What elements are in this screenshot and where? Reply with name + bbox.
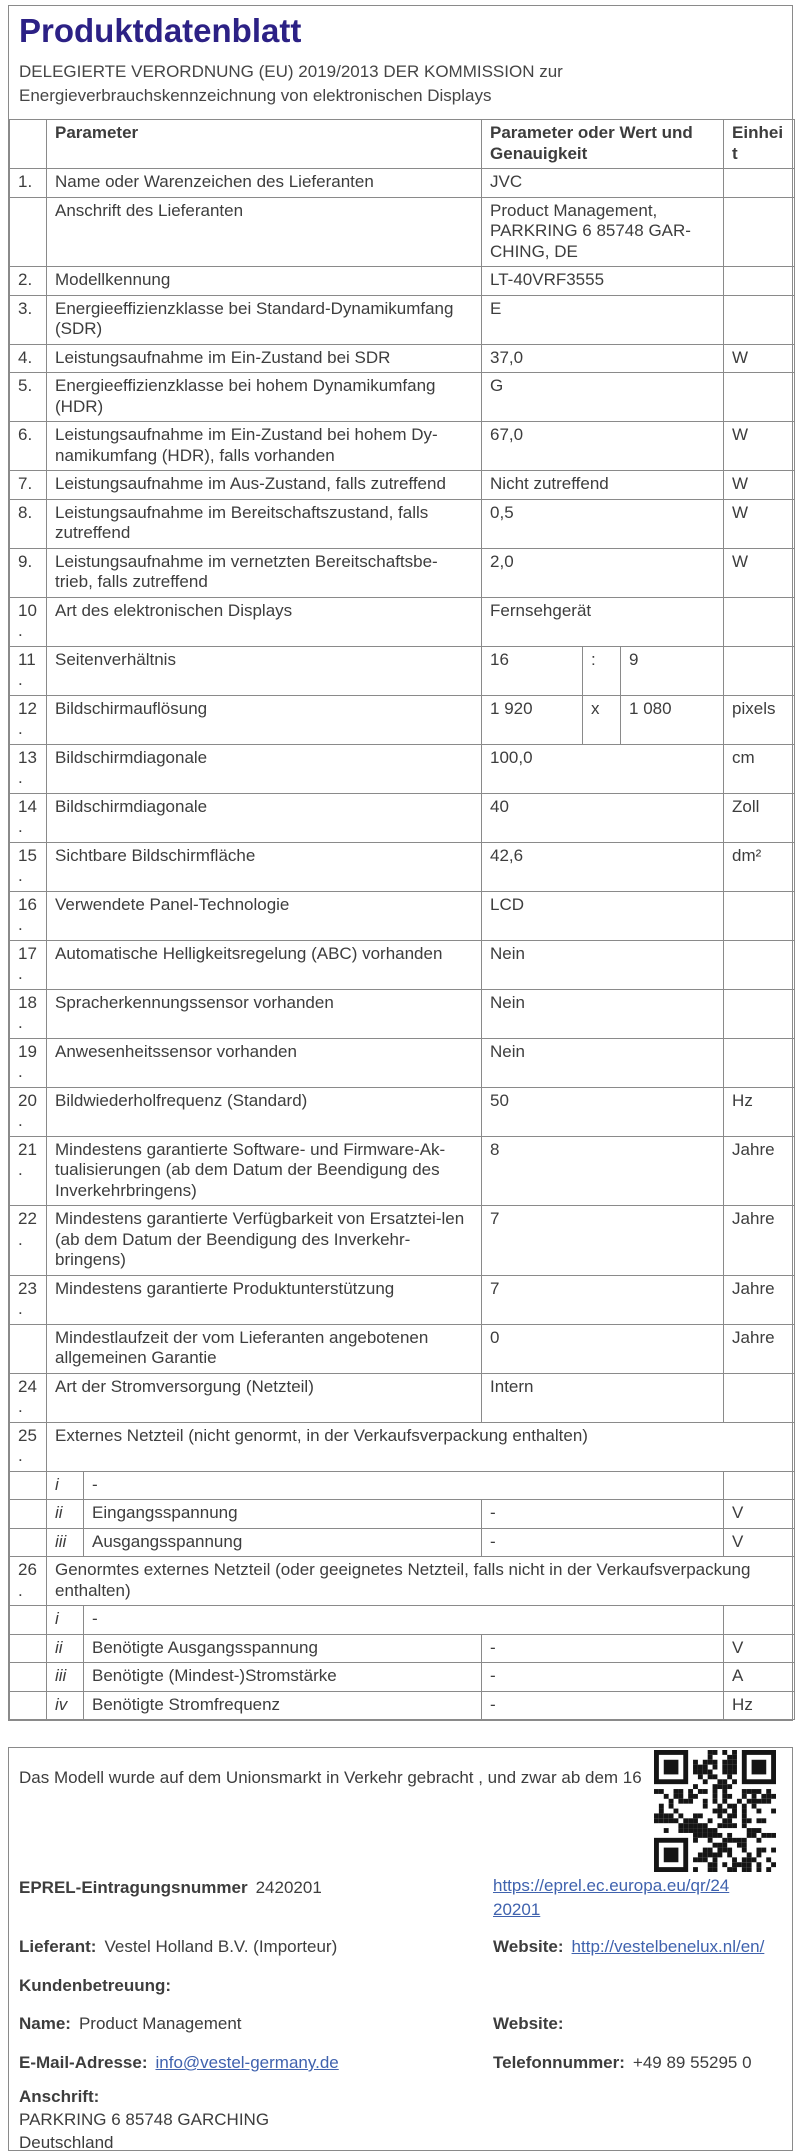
parameter-cell: Name oder Warenzeichen des Lieferanten xyxy=(47,169,482,198)
table-row xyxy=(10,471,795,500)
table-row xyxy=(10,1471,795,1500)
value-cell: 50 xyxy=(482,1087,724,1136)
parameter-cell: Verwendete Panel-Technologie xyxy=(47,891,482,940)
row-number-cell: 21. xyxy=(10,1136,47,1206)
regulation-subtitle-line1: DELEGIERTE VERORDNUNG (EU) 2019/2013 DER KOMMISSION zur xyxy=(19,62,563,81)
header-unit-cell: Einheit xyxy=(724,120,795,169)
row-number-cell: 10. xyxy=(10,597,47,646)
value-cell: 8 xyxy=(482,1136,724,1206)
table-row xyxy=(10,1528,795,1557)
address-label: Anschrift: xyxy=(19,2087,100,2106)
parameter-cell: Leistungsaufnahme im Ein-Zustand bei SDR xyxy=(47,344,482,373)
website-link[interactable]: http://vestelbenelux.nl/en/ xyxy=(571,1937,765,1956)
unit-cell: Hz xyxy=(724,1691,795,1720)
roman-numeral-cell: ii xyxy=(47,1634,84,1663)
table-row xyxy=(10,169,795,198)
table-row xyxy=(10,1087,795,1136)
value-cell: 100,0 xyxy=(482,744,724,793)
value-cell: JVC xyxy=(482,169,724,198)
phone-label: Telefonnummer: xyxy=(493,2053,625,2072)
unit-cell xyxy=(724,940,795,989)
value-cell: 0 xyxy=(482,1324,724,1373)
value-cell: Nein xyxy=(482,989,724,1038)
row-number-cell xyxy=(10,1691,47,1720)
row-number-cell xyxy=(10,197,47,267)
row-number-cell: 22. xyxy=(10,1206,47,1276)
eprel-qr-link-line2: 20201 xyxy=(493,1900,541,1919)
table-row xyxy=(10,1373,795,1422)
ratio-b-cell: 1 080 xyxy=(621,695,724,744)
title-section xyxy=(9,6,792,119)
value-cell: E xyxy=(482,295,724,344)
parameter-cell: Energieeffizienzklasse bei Standard-Dynamikumfang (SDR) xyxy=(47,295,482,344)
value-cell: 0,5 xyxy=(482,499,724,548)
table-row xyxy=(10,373,795,422)
footer-box xyxy=(8,1747,793,2151)
table-row xyxy=(10,499,795,548)
table-row xyxy=(10,295,795,344)
row-number-cell: 25. xyxy=(10,1422,47,1471)
unit-cell: dm² xyxy=(724,842,795,891)
row-number-cell: 14. xyxy=(10,793,47,842)
value-cell: 67,0 xyxy=(482,422,724,471)
unit-cell: W xyxy=(724,422,795,471)
parameter-cell: Mindestens garantierte Verfügbarkeit von Ersatztei-len (ab dem Datum der Beendigung des Inverkehr-bringens) xyxy=(47,1206,482,1276)
ratio-sep-cell: : xyxy=(583,646,621,695)
unit-cell xyxy=(724,1606,795,1635)
parameter-cell: Bildschirmdiagonale xyxy=(47,793,482,842)
website-row xyxy=(493,1935,764,1959)
unit-cell xyxy=(724,1471,795,1500)
ratio-a-cell: 16 xyxy=(482,646,583,695)
parameter-cell: Mindestlaufzeit der vom Lieferanten angebotenen allgemeinen Garantie xyxy=(47,1324,482,1373)
parameter-cell: Bildschirmauflösung xyxy=(47,695,482,744)
row-number-cell: 6. xyxy=(10,422,47,471)
table-row xyxy=(10,1324,795,1373)
value-cell: 7 xyxy=(482,1206,724,1276)
value-cell: G xyxy=(482,373,724,422)
parameter-cell: Genormtes externes Netzteil (oder geeignetes Netzteil, falls nicht in der Verkaufsverpackung enthalten) xyxy=(47,1557,795,1606)
value-cell: - xyxy=(482,1691,724,1720)
value-cell: - xyxy=(482,1500,724,1529)
header-number-cell xyxy=(10,120,47,169)
table-row xyxy=(10,597,795,646)
unit-cell: A xyxy=(724,1663,795,1692)
email-link[interactable]: info@vestel-germany.de xyxy=(155,2053,339,2072)
parameter-cell: Modellkennung xyxy=(47,267,482,296)
unit-cell: Jahre xyxy=(724,1136,795,1206)
parameter-cell: Benötigte (Mindest-)Stromstärke xyxy=(84,1663,482,1692)
row-number-cell: 26. xyxy=(10,1557,47,1606)
value-cell: - xyxy=(84,1606,724,1635)
ratio-sep-cell: x xyxy=(583,695,621,744)
parameter-cell: Eingangsspannung xyxy=(84,1500,482,1529)
eprel-qr-link[interactable] xyxy=(493,1874,729,1922)
table-row xyxy=(10,1422,795,1471)
table-row xyxy=(10,891,795,940)
unit-cell xyxy=(724,891,795,940)
regulation-subtitle xyxy=(19,60,782,108)
unit-cell xyxy=(724,597,795,646)
roman-numeral-cell: iii xyxy=(47,1663,84,1692)
contact-name-row xyxy=(19,2012,242,2036)
parameter-cell: Anschrift des Lieferanten xyxy=(47,197,482,267)
row-number-cell: 3. xyxy=(10,295,47,344)
parameter-cell: Leistungsaufnahme im Ein-Zustand bei hohem Dy-namikumfang (HDR), falls vorhanden xyxy=(47,422,482,471)
row-number-cell: 17. xyxy=(10,940,47,989)
parameter-cell: Mindestens garantierte Software- und Firmware-Ak-tualisierungen (ab dem Datum der Beendigung des Inverkehrbringens) xyxy=(47,1136,482,1206)
unit-cell: W xyxy=(724,548,795,597)
row-number-cell: 5. xyxy=(10,373,47,422)
table-row xyxy=(10,744,795,793)
table-row xyxy=(10,1136,795,1206)
unit-cell: Jahre xyxy=(724,1324,795,1373)
phone-row xyxy=(493,2051,752,2075)
qr-code xyxy=(654,1750,776,1872)
row-number-cell: 19. xyxy=(10,1038,47,1087)
value-cell: - xyxy=(84,1471,724,1500)
row-number-cell: 23. xyxy=(10,1275,47,1324)
table-header-row xyxy=(10,120,795,169)
row-number-cell xyxy=(10,1606,47,1635)
ratio-b-cell: 9 xyxy=(621,646,724,695)
unit-cell: V xyxy=(724,1528,795,1557)
address-line1: PARKRING 6 85748 GARCHING xyxy=(19,2110,270,2129)
parameter-cell: Bildschirmdiagonale xyxy=(47,744,482,793)
roman-numeral-cell: ii xyxy=(47,1500,84,1529)
eprel-row xyxy=(19,1876,322,1900)
value-cell: LT-40VRF3555 xyxy=(482,267,724,296)
parameter-cell: Automatische Helligkeitsregelung (ABC) vorhanden xyxy=(47,940,482,989)
unit-cell xyxy=(724,373,795,422)
unit-cell: W xyxy=(724,471,795,500)
table-row xyxy=(10,1206,795,1276)
table-row xyxy=(10,1275,795,1324)
address-lines xyxy=(19,2108,269,2154)
value-cell: 40 xyxy=(482,793,724,842)
header-value-cell: Parameter oder Wert und Genauigkeit xyxy=(482,120,724,169)
row-number-cell: 2. xyxy=(10,267,47,296)
main-box xyxy=(8,5,793,1721)
parameter-cell: Seitenverhältnis xyxy=(47,646,482,695)
parameter-cell: Externes Netzteil (nicht genormt, in der Verkaufsverpackung enthalten) xyxy=(47,1422,795,1471)
row-number-cell xyxy=(10,1500,47,1529)
value-cell: - xyxy=(482,1634,724,1663)
value-cell: 42,6 xyxy=(482,842,724,891)
roman-numeral-cell: i xyxy=(47,1471,84,1500)
parameter-cell: Benötigte Ausgangsspannung xyxy=(84,1634,482,1663)
unit-cell: Jahre xyxy=(724,1206,795,1276)
parameter-cell: Leistungsaufnahme im Bereitschaftszustand, falls zutreffend xyxy=(47,499,482,548)
value-cell: 7 xyxy=(482,1275,724,1324)
table-row xyxy=(10,1500,795,1529)
roman-numeral-cell: i xyxy=(47,1606,84,1635)
unit-cell xyxy=(724,989,795,1038)
table-row xyxy=(10,422,795,471)
supplier-row xyxy=(19,1935,337,1959)
table-row xyxy=(10,197,795,267)
email-label: E-Mail-Adresse: xyxy=(19,2053,148,2072)
row-number-cell xyxy=(10,1324,47,1373)
row-number-cell: 1. xyxy=(10,169,47,198)
unit-cell: cm xyxy=(724,744,795,793)
unit-cell: pixels xyxy=(724,695,795,744)
parameter-cell: Leistungsaufnahme im Aus-Zustand, falls zutreffend xyxy=(47,471,482,500)
regulation-subtitle-line2: Energieverbrauchskennzeichnung von elektronischen Displays xyxy=(19,86,492,105)
supplier-value: Vestel Holland B.V. (Importeur) xyxy=(104,1937,338,1956)
parameter-cell: Art des elektronischen Displays xyxy=(47,597,482,646)
row-number-cell: 8. xyxy=(10,499,47,548)
value-cell: Fernsehgerät xyxy=(482,597,724,646)
eprel-label: EPREL-Eintragungsnummer xyxy=(19,1878,248,1897)
parameter-cell: Energieeffizienzklasse bei hohem Dynamikumfang (HDR) xyxy=(47,373,482,422)
unit-cell xyxy=(724,295,795,344)
row-number-cell: 24. xyxy=(10,1373,47,1422)
spec-table xyxy=(9,119,795,1720)
row-number-cell xyxy=(10,1471,47,1500)
table-row xyxy=(10,793,795,842)
table-row xyxy=(10,842,795,891)
parameter-cell: Mindestens garantierte Produktunterstützung xyxy=(47,1275,482,1324)
value-cell: 2,0 xyxy=(482,548,724,597)
unit-cell xyxy=(724,1373,795,1422)
value-cell: Nein xyxy=(482,1038,724,1087)
address-line2: Deutschland xyxy=(19,2133,114,2152)
value-cell: Nein xyxy=(482,940,724,989)
unit-cell xyxy=(724,267,795,296)
unit-cell xyxy=(724,1038,795,1087)
row-number-cell: 12. xyxy=(10,695,47,744)
table-row xyxy=(10,344,795,373)
market-placement-text: Das Modell wurde auf dem Unionsmarkt in Verkehr gebracht , und zwar ab dem 16 xyxy=(19,1768,642,1787)
phone-value: +49 89 55295 0 xyxy=(632,2053,752,2072)
unit-cell: W xyxy=(724,499,795,548)
supplier-label: Lieferant: xyxy=(19,1937,97,1956)
eprel-qr-link-line1: https://eprel.ec.europa.eu/qr/24 xyxy=(493,1876,730,1895)
ratio-a-cell: 1 920 xyxy=(482,695,583,744)
table-row xyxy=(10,989,795,1038)
row-number-cell xyxy=(10,1634,47,1663)
header-parameter-cell: Parameter xyxy=(47,120,482,169)
table-row xyxy=(10,646,795,695)
parameter-cell: Leistungsaufnahme im vernetzten Bereitschaftsbe-trieb, falls zutreffend xyxy=(47,548,482,597)
table-row xyxy=(10,1557,795,1606)
table-row xyxy=(10,940,795,989)
parameter-cell: Sichtbare Bildschirmfläche xyxy=(47,842,482,891)
table-row xyxy=(10,267,795,296)
table-row xyxy=(10,1634,795,1663)
table-row xyxy=(10,1606,795,1635)
eprel-number: 2420201 xyxy=(255,1878,322,1897)
unit-cell xyxy=(724,197,795,267)
parameter-cell: Benötigte Stromfrequenz xyxy=(84,1691,482,1720)
table-row xyxy=(10,1691,795,1720)
row-number-cell: 9. xyxy=(10,548,47,597)
page-title: Produktdatenblatt xyxy=(19,12,302,49)
contact-name-label: Name: xyxy=(19,2014,71,2033)
value-cell: Intern xyxy=(482,1373,724,1422)
unit-cell: Zoll xyxy=(724,793,795,842)
parameter-cell: Ausgangsspannung xyxy=(84,1528,482,1557)
value-cell: Product Management, PARKRING 6 85748 GAR-CHING, DE xyxy=(482,197,724,267)
row-number-cell: 13. xyxy=(10,744,47,793)
website-label: Website: xyxy=(493,1937,564,1956)
value-cell: - xyxy=(482,1663,724,1692)
unit-cell xyxy=(724,169,795,198)
row-number-cell: 18. xyxy=(10,989,47,1038)
value-cell: LCD xyxy=(482,891,724,940)
unit-cell: Hz xyxy=(724,1087,795,1136)
table-row xyxy=(10,1663,795,1692)
customer-service-label: Kundenbetreuung: xyxy=(19,1976,172,1995)
parameter-cell: Art der Stromversorgung (Netzteil) xyxy=(47,1373,482,1422)
unit-cell: V xyxy=(724,1500,795,1529)
unit-cell: V xyxy=(724,1634,795,1663)
parameter-cell: Spracherkennungssensor vorhanden xyxy=(47,989,482,1038)
row-number-cell: 20. xyxy=(10,1087,47,1136)
row-number-cell xyxy=(10,1663,47,1692)
unit-cell xyxy=(724,646,795,695)
contact-name-value: Product Management xyxy=(78,2014,242,2033)
parameter-cell: Anwesenheitssensor vorhanden xyxy=(47,1038,482,1087)
row-number-cell: 7. xyxy=(10,471,47,500)
spec-table-body xyxy=(10,169,795,1720)
product-datasheet-page xyxy=(0,5,800,2151)
value-cell: Nicht zutreffend xyxy=(482,471,724,500)
value-cell: - xyxy=(482,1528,724,1557)
row-number-cell xyxy=(10,1528,47,1557)
table-row xyxy=(10,695,795,744)
roman-numeral-cell: iv xyxy=(47,1691,84,1720)
roman-numeral-cell: iii xyxy=(47,1528,84,1557)
unit-cell: Jahre xyxy=(724,1275,795,1324)
parameter-cell: Bildwiederholfrequenz (Standard) xyxy=(47,1087,482,1136)
row-number-cell: 11. xyxy=(10,646,47,695)
website2-label: Website: xyxy=(493,2014,564,2033)
unit-cell: W xyxy=(724,344,795,373)
table-row xyxy=(10,1038,795,1087)
row-number-cell: 4. xyxy=(10,344,47,373)
value-cell: 37,0 xyxy=(482,344,724,373)
table-row xyxy=(10,548,795,597)
row-number-cell: 15. xyxy=(10,842,47,891)
email-row xyxy=(19,2051,339,2075)
row-number-cell: 16. xyxy=(10,891,47,940)
